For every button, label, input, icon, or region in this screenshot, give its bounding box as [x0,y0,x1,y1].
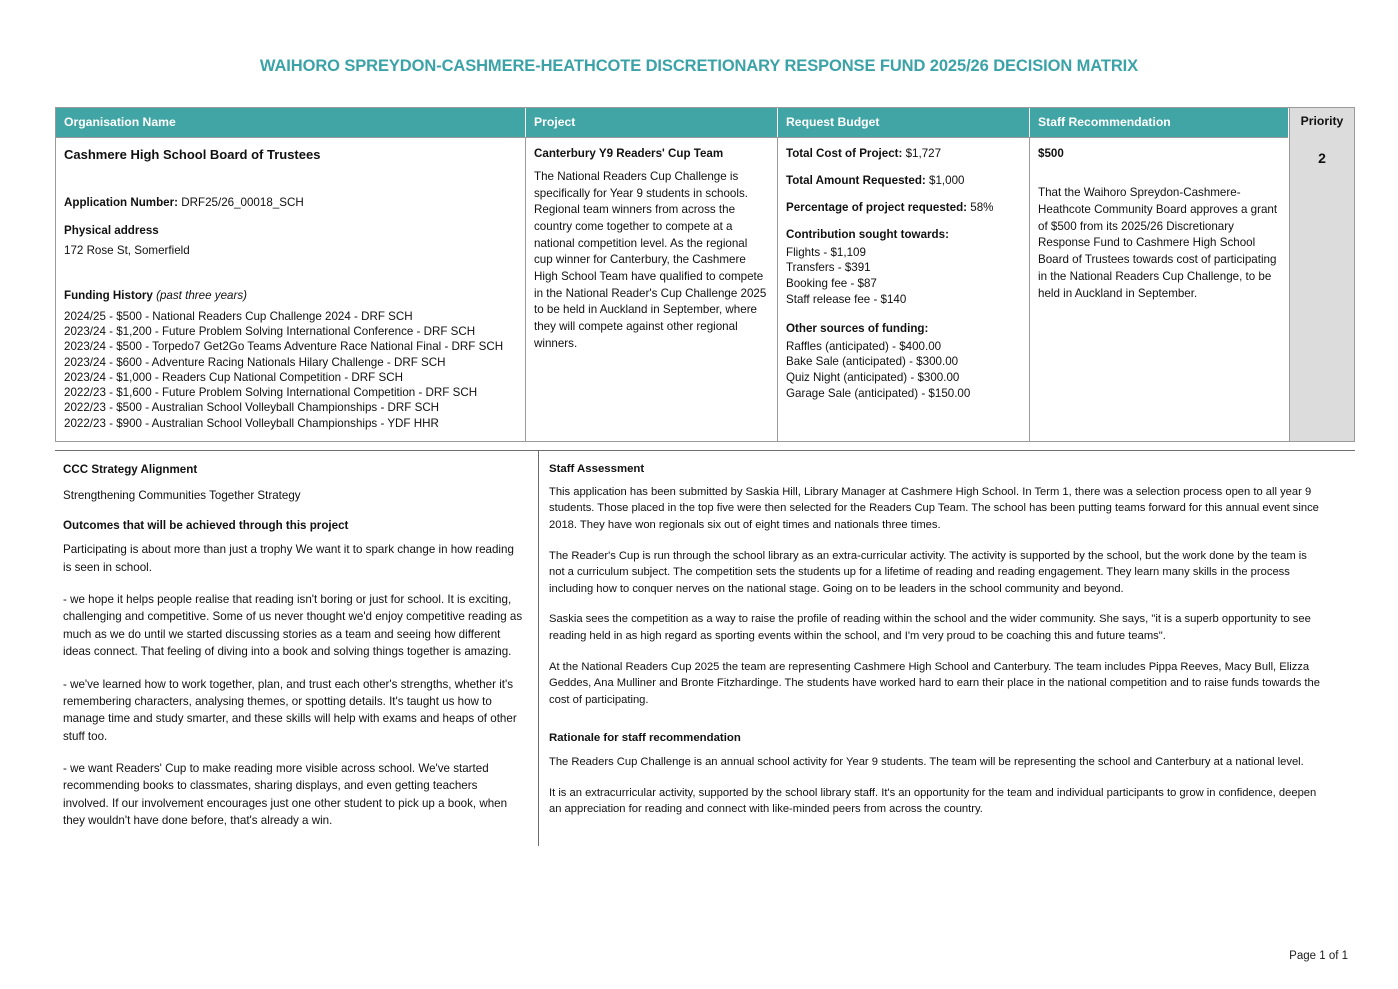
project-title: Canterbury Y9 Readers' Cup Team [534,147,724,160]
total-cost-label: Total Cost of Project: [786,147,903,160]
assessment-paragraph: At the National Readers Cup 2025 the team are representing Cashmere High School and Canterbury. The team includes Pippa Reeves, Macy Bull, Elizza Geddes, Ana Mulliner and Bronte Fitzhardinge. The students have worked hard to earn their place in the national competition and to raise funds towards the cost of participating. [549,660,1320,706]
assessment-heading: Staff Assessment [549,463,645,475]
column-header-recommendation: Staff Recommendation [1030,108,1288,137]
list-item: Raffles (anticipated) - $400.00 [786,339,942,353]
table-header-row [56,108,1289,137]
organisation-name: Cashmere High School Board of Trustees [64,147,321,162]
staff-assessment-panel [539,451,1355,846]
list-item: Staff release fee - $140 [786,292,907,306]
total-cost-value: $1,727 [905,147,942,160]
application-number [64,195,517,212]
rationale-paragraph: The Readers Cup Challenge is an annual school activity for Year 9 students. The team will be representing the school and Canterbury at a national level. [549,756,1304,769]
decision-matrix-table [55,107,1355,442]
strategy-heading: CCC Strategy Alignment [63,463,198,476]
column-header-budget: Request Budget [778,108,1030,137]
strategy-value: Strengthening Communities Together Strategy [63,489,301,503]
application-number-value: DRF25/26_00018_SCH [181,195,304,209]
total-requested-line [786,173,1021,190]
percentage-label: Percentage of project requested: [786,200,968,214]
cell-request-budget [778,137,1030,441]
page-footer: Page 1 of 1 [1289,950,1348,962]
list-item: 2024/25 - $500 - National Readers Cup Challenge 2024 - DRF SCH [64,309,413,323]
list-item: Garage Sale (anticipated) - $150.00 [786,386,971,400]
recommended-amount: $500 [1038,147,1064,160]
outcomes-paragraph: - we've learned how to work together, plan, and trust each other's strengths, whether it's remembering characters, analysing themes, or spotting details. It's taught us how to manage time and study smarter, and these skills will help with exams and heaps of other stuff too. [63,677,517,743]
list-item: Quiz Night (anticipated) - $300.00 [786,371,960,385]
list-item: 2022/23 - $500 - Australian School Volleyball Championships - DRF SCH [64,401,440,415]
recommendation-text: That the Waihoro Spreydon-Cashmere-Heathcote Community Board approves a grant of $500 from its 2025/26 Discretionary Response Fund to Cashmere High School Board of Trustees towards cost of participating in the National Readers Cup Challenge, to be held in Auckland in September. [1038,185,1278,300]
percentage-value: 58% [970,200,994,214]
other-sources-items [786,339,1021,402]
contribution-items [786,245,1021,308]
list-item: 2023/24 - $1,200 - Future Problem Solving International Conference - DRF SCH [64,324,476,338]
contribution-label: Contribution sought towards: [786,227,949,241]
priority-value: 2 [1318,150,1326,166]
assessment-paragraph: Saskia sees the competition as a way to raise the profile of reading within the school and the wider community. She says, "it is a superb opportunity to see reading held in as high regard as sporting events within the school, and I'm very proud to be coaching this and future teams". [549,613,1311,642]
outcomes-heading: Outcomes that will be achieved through this project [63,518,349,532]
list-item: 2023/24 - $600 - Adventure Racing Nationals Hilary Challenge - DRF SCH [64,355,446,369]
physical-address-label: Physical address [64,223,159,237]
application-number-label: Application Number: [64,195,179,209]
priority-column [1289,107,1355,442]
outcomes-paragraph: Participating is about more than just a trophy We want it to spark change in how reading is seen in school. [63,543,514,574]
project-description: The National Readers Cup Challenge is specifically for Year 9 students in schools. Regional team winners from across the country come together to compete at a national competition level. As the regional cup winner for Canterbury, the Cashmere High School Team have qualified to compete in the National Reader's Cup Challenge 2025 to be held in Auckland in September, where they will compete against other regional winners. [534,169,767,350]
lower-section [55,450,1355,846]
total-cost-line [786,146,1021,163]
list-item: 2023/24 - $1,000 - Readers Cup National Competition - DRF SCH [64,370,403,384]
funding-history-list [64,309,517,431]
funding-history-label [64,288,517,305]
outcomes-paragraph: - we hope it helps people realise that reading isn't boring or just for school. It is exciting, challenging and competitive. Some of us never thought we'd enjoy competitive reading as much as we do until we started discussing stories as a team and seeing how different ideas connect. That feeling of diving into a book and solving things together is amazing. [63,592,523,659]
assessment-paragraph: This application has been submitted by Saskia Hill, Library Manager at Cashmere High School. In Term 1, there was a selection process open to all year 9 students. Those placed in the top five were then selected for the Readers Cup Team. The school has been putting teams forward for this annual event since 2018. They have won regionals six out of eight times and nationals three times. [549,485,1319,532]
cell-staff-recommendation [1030,137,1288,441]
cell-organisation [56,137,526,441]
total-requested-value: $1,000 [929,173,965,187]
column-header-priority: Priority [1300,114,1344,128]
column-header-organisation: Organisation Name [56,108,526,137]
list-item: 2022/23 - $900 - Australian School Volleyball Championships - YDF HHR [64,416,439,430]
list-item: Booking fee - $87 [786,277,877,291]
list-item: Flights - $1,109 [786,245,866,259]
table-row [56,137,1289,441]
list-item: Bake Sale (anticipated) - $300.00 [786,355,959,369]
list-item: Transfers - $391 [786,261,871,275]
matrix-main-columns [55,107,1289,442]
outcomes-paragraph: - we want Readers' Cup to make reading more visible across school. We've started recommending books to classmates, sharing displays, and even getting teachers involved. If our involvement encourages just one other student to pick up a book, when they wouldn't have done before, that's already a win. [63,762,508,828]
other-sources-label: Other sources of funding: [786,321,929,335]
strategy-alignment-panel [55,451,539,846]
funding-history-title: Funding History [64,288,153,302]
budget-spacer [786,308,1021,321]
percentage-line [786,200,1021,217]
physical-address-value: 172 Rose St, Somerfield [64,243,190,257]
total-requested-label: Total Amount Requested: [786,173,926,187]
funding-history-note: (past three years) [156,288,247,302]
column-header-project: Project [526,108,778,137]
list-item: 2023/24 - $500 - Torpedo7 Get2Go Teams Adventure Race National Final - DRF SCH [64,340,504,354]
page-title: WAIHORO SPREYDON-CASHMERE-HEATHCOTE DISCRETIONARY RESPONSE FUND 2025/26 DECISION MATRIX [259,57,1139,75]
assessment-paragraph: The Reader's Cup is run through the school library as an extra-curricular activity. The activity is supported by the school, but the work done by the team is not a curriculum subject. The competition sets the students up for a lifetime of reading and reading engagement. They learn many skills in the process including how to conquer nerves on the national stage. Going on to be leaders in the school community and beyond. [549,549,1307,595]
cell-project [526,137,778,441]
rationale-paragraph: It is an extracurricular activity, supported by the school library staff. It's an opportunity for the team and individual participants to grow in confidence, deepen an appreciation for reading and connect with like-minded peers from across the country. [549,786,1317,816]
rationale-heading: Rationale for staff recommendation [549,732,741,745]
list-item: 2022/23 - $1,600 - Future Problem Solving International Competition - DRF SCH [64,386,478,400]
